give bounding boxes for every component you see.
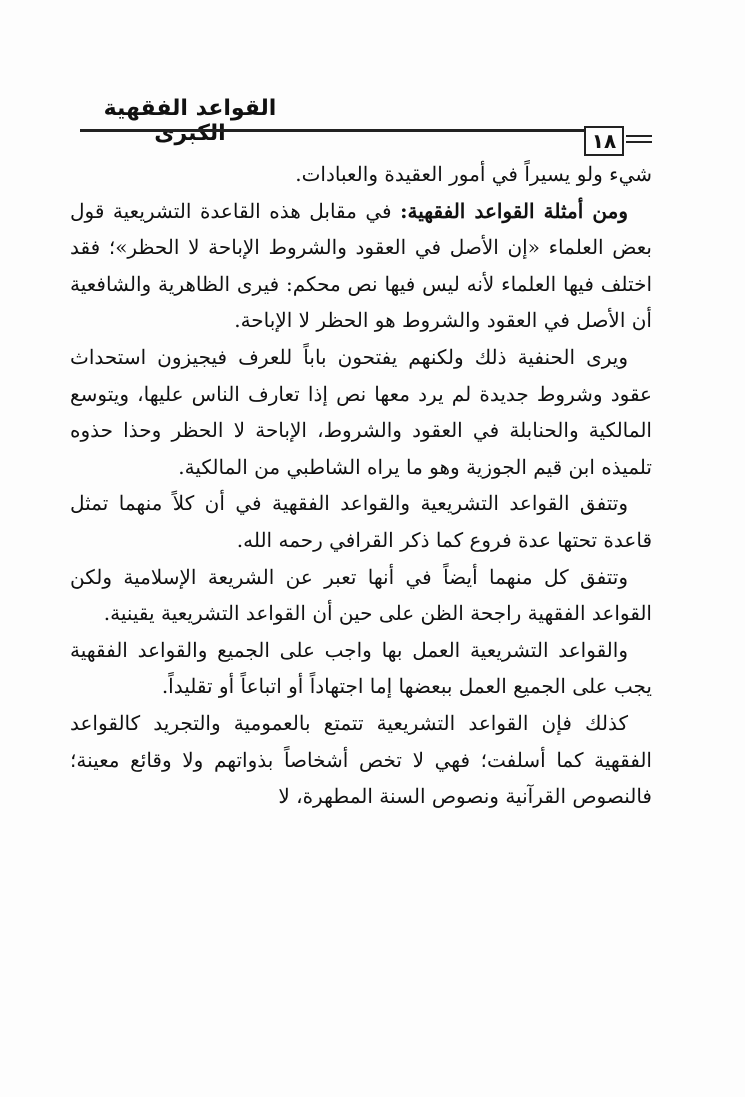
paragraph: ومن أمثلة القواعد الفقهية: في مقابل هذه القاعدة التشريعية قول بعض العلماء «إن الأصل في العقود والشروط الإباحة لا الحظر»؛ فقد اختلف فيها العلماء لأنه ليس فيها نص محكم: فيرى الظاهرية والشافعية أن الأصل في العقود والشروط هو الحظر لا الإباحة. [70, 198, 652, 333]
paragraph: والقواعد التشريعية العمل بها واجب على الجميع والقواعد الفقهية يجب على الجميع العمل ببعضها إما اجتهاداً أو اتباعاً أو تقليداً. [70, 637, 652, 699]
bold-lead: ومن أمثلة القواعد الفقهية: [400, 198, 628, 223]
paragraph: وتتفق القواعد التشريعية والقواعد الفقهية في أن كلاً منهما تمثل قاعدة تحتها عدة فروع كما ذكر القرافي رحمه الله. [70, 491, 652, 552]
body-text [70, 156, 652, 815]
header-rule [80, 129, 600, 132]
page-number: ١٨ [584, 126, 624, 156]
paragraph: ويرى الحنفية ذلك ولكنهم يفتحون باباً للعرف فيجيزون استحداث عقود وشروط جديدة لم يرد معها نص إذا تعارف الناس عليها، ويتوسع المالكية والحنابلة في العقود والشروط، الإباحة لا الحظر وحذا حذوه تلميذه ابن قيم الجوزية وهو ما يراه الشاطبي من المالكية. [70, 344, 652, 479]
paragraph: كذلك فإن القواعد التشريعية تتمتع بالعمومية والتجريد كالقواعد الفقهية كما أسلفت؛ فهي لا تخص أشخاصاً بذواتهم ولا وقائع معينة؛ فالنصوص القرآنية ونصوص السنة المطهرة، لا [70, 710, 652, 809]
paragraph: وتتفق كل منهما أيضاً في أنها تعبر عن الشريعة الإسلامية ولكن القواعد الفقهية راجحة الظن على حين أن القواعد التشريعية يقينية. [70, 564, 652, 626]
paragraph: شيء ولو يسيراً في أمور العقيدة والعبادات. [295, 162, 652, 186]
running-header-title: القواعد الفقهية الكبرى [103, 96, 277, 146]
page-number-ornament [626, 135, 652, 143]
